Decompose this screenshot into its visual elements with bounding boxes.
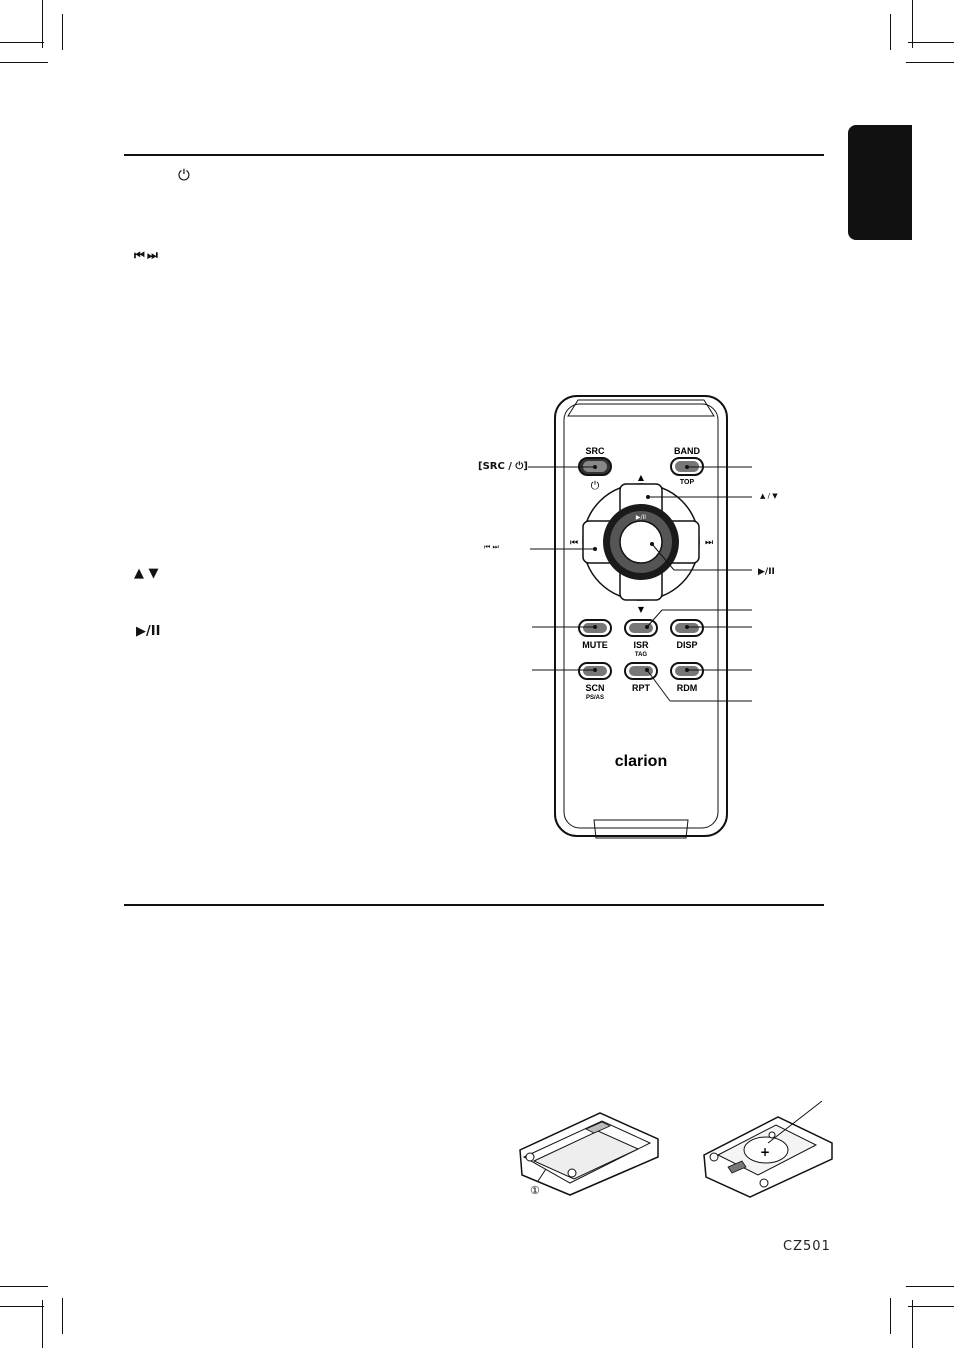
crop-mark [62, 1298, 63, 1334]
scn-label: SCN [585, 683, 605, 693]
mute-label: MUTE [582, 640, 608, 650]
crop-mark [42, 0, 43, 48]
step-1-marker: ① [530, 1184, 540, 1197]
battery-cover-figure-1 [510, 1105, 660, 1200]
model-code: CZ501 [783, 1239, 831, 1254]
dpad-prev-icon: ⏮ [569, 538, 579, 548]
dpad-up-icon: ▲ [637, 473, 645, 482]
rpt-label: RPT [632, 683, 650, 693]
callout-src-power: [SRC / ⏻] [478, 461, 528, 472]
crop-mark [912, 1300, 913, 1348]
src-label: SRC [585, 446, 605, 456]
callout-skip-icon: ⏮ ⏭ [484, 543, 499, 551]
power-icon: ⏻ [178, 166, 190, 184]
scn-psas-label: PS/AS [585, 695, 605, 701]
dpad-right-button[interactable] [674, 522, 698, 562]
crop-mark [906, 1286, 954, 1287]
language-tab [848, 125, 912, 240]
band-button[interactable] [671, 458, 703, 475]
dpad-left-button[interactable] [584, 522, 608, 562]
dpad-center-button[interactable] [620, 521, 662, 563]
section-rule-bottom [124, 904, 824, 906]
crop-mark [0, 62, 48, 63]
crop-mark [890, 1298, 891, 1334]
svg-text:+: + [760, 1145, 771, 1159]
clarion-logo: clarion [614, 753, 668, 770]
section-rule-top [124, 154, 824, 156]
isr-label: ISR [633, 640, 649, 650]
crop-mark [0, 1306, 44, 1307]
dpad-down-icon: ▼ [637, 605, 645, 614]
remote-control-figure [540, 390, 780, 850]
dpad-up-button[interactable] [621, 486, 661, 510]
isr-button[interactable] [625, 620, 657, 636]
crop-mark [912, 0, 913, 48]
band-label: BAND [674, 446, 700, 456]
skip-icon: ⏮ ⏭ [134, 248, 157, 262]
crop-mark [906, 62, 954, 63]
up-down-icon: ▲ ▼ [134, 566, 159, 581]
crop-mark [0, 1286, 48, 1287]
src-button[interactable] [579, 458, 611, 475]
rdm-label: RDM [676, 683, 698, 693]
rdm-button[interactable] [671, 663, 703, 679]
rpt-button[interactable] [625, 663, 657, 679]
callout-playpause-icon: ▶/II [758, 567, 775, 577]
disp-label: DISP [676, 640, 698, 650]
battery-compartment-figure-2 [698, 1095, 838, 1200]
dpad-playpause-icon: ▶/II [635, 514, 647, 521]
crop-mark [0, 42, 44, 43]
mute-button[interactable] [579, 620, 611, 636]
src-power-icon: ⏻ [590, 479, 600, 492]
crop-mark [890, 14, 891, 50]
crop-mark [62, 14, 63, 50]
dpad-down-button[interactable] [621, 574, 661, 598]
crop-mark [42, 1300, 43, 1348]
band-top-label: TOP [679, 479, 695, 486]
isr-tag-label: TAG [634, 652, 648, 658]
crop-mark [908, 42, 954, 43]
play-pause-icon: ▶/II [136, 624, 161, 639]
scn-button[interactable] [579, 663, 611, 679]
disp-button[interactable] [671, 620, 703, 636]
crop-mark [908, 1306, 954, 1307]
dpad-next-icon: ⏭ [704, 538, 714, 548]
callout-updown-icon: ▲ / ▼ [760, 492, 778, 500]
